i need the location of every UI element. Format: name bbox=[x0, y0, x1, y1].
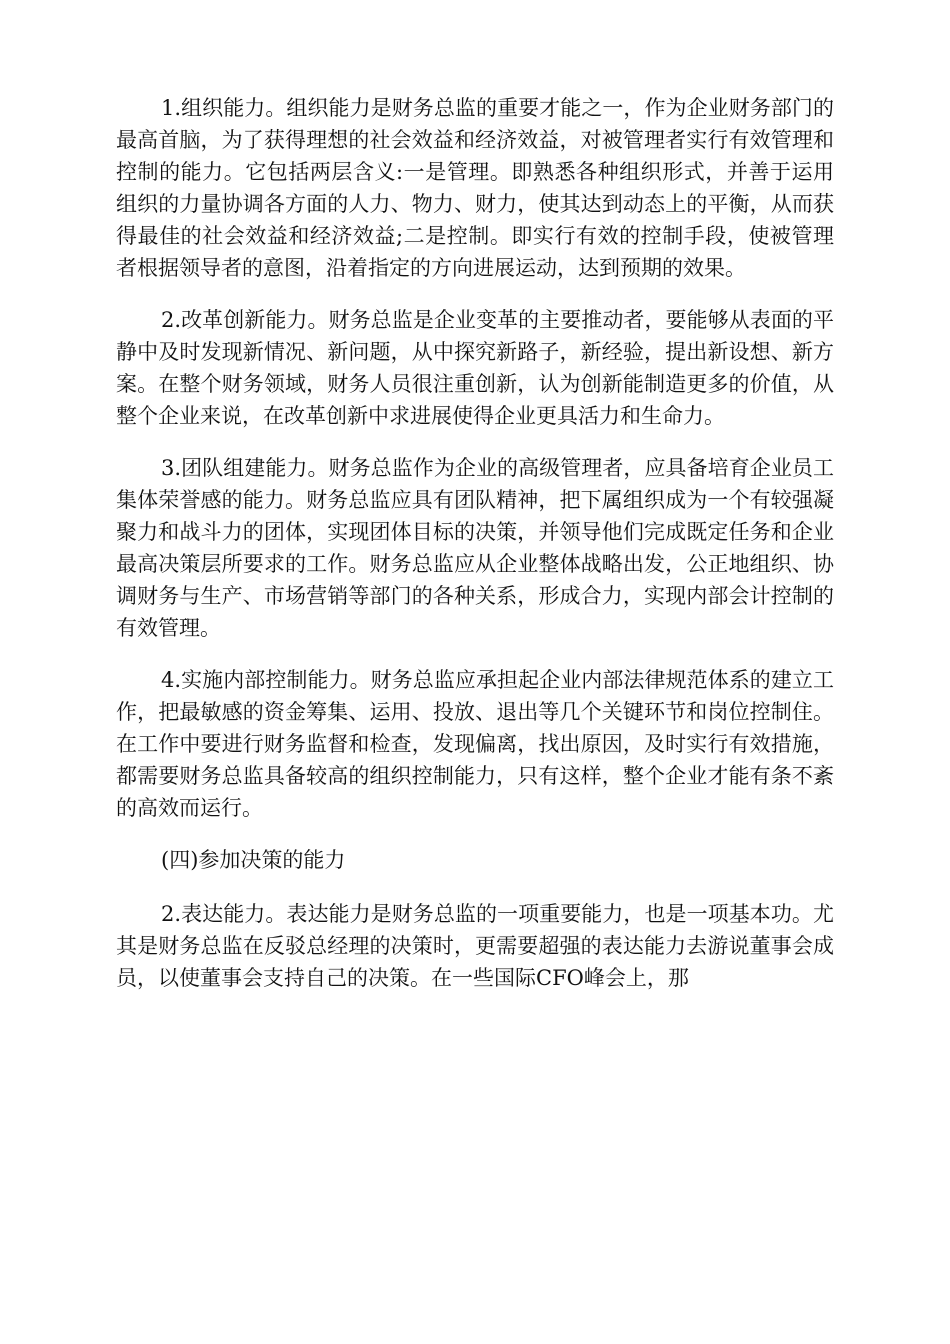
paragraph-expression-ability: 2.表达能力。表达能力是财务总监的一项重要能力，也是一项基本功。尤其是财务总监在反驳总经理的决策时，更需要超强的表达能力去游说董事会成员，以使董事会支持自己的决策。在一些国际CFO峰会上，那 bbox=[116, 902, 834, 990]
section-heading-decision-making: (四)参加决策的能力 bbox=[161, 848, 346, 872]
paragraph-reform-innovation-ability: 2.改革创新能力。财务总监是企业变革的主要推动者，要能够从表面的平静中及时发现新情况、新问题，从中探究新路子，新经验，提出新设想、新方案。在整个财务领域，财务人员很注重创新，认为创新能制造更多的价值，从整个企业来说，在改革创新中求进展使得企业更具活力和生命力。 bbox=[116, 308, 834, 428]
document-page bbox=[116, 92, 834, 1014]
paragraph-internal-control-ability: 4.实施内部控制能力。财务总监应承担起企业内部法律规范体系的建立工作，把最敏感的资金筹集、运用、投放、退出等几个关键环节和岗位控制住。在工作中要进行财务监督和检查，发现偏离，找出原因，及时实行有效措施，都需要财务总监具备较高的组织控制能力，只有这样，整个企业才能有条不紊的高效而运行。 bbox=[116, 668, 834, 820]
paragraph-organization-ability: 1.组织能力。组织能力是财务总监的重要才能之一，作为企业财务部门的最高首脑，为了获得理想的社会效益和经济效益，对被管理者实行有效管理和控制的能力。它包括两层含义:一是管理。即熟悉各种组织形式，并善于运用组织的力量协调各方面的人力、物力、财力，使其达到动态上的平衡，从而获得最佳的社会效益和经济效益;二是控制。即实行有效的控制手段，使被管理者根据领导者的意图，沿着指定的方向进展运动，达到预期的效果。 bbox=[116, 96, 834, 280]
paragraph-team-building-ability: 3.团队组建能力。财务总监作为企业的高级管理者，应具备培育企业员工集体荣誉感的能力。财务总监应具有团队精神，把下属组织成为一个有较强凝聚力和战斗力的团体，实现团体目标的决策，并领导他们完成既定任务和企业最高决策层所要求的工作。财务总监应从企业整体战略出发，公正地组织、协调财务与生产、市场营销等部门的各种关系，形成合力，实现内部会计控制的有效管理。 bbox=[116, 456, 834, 640]
